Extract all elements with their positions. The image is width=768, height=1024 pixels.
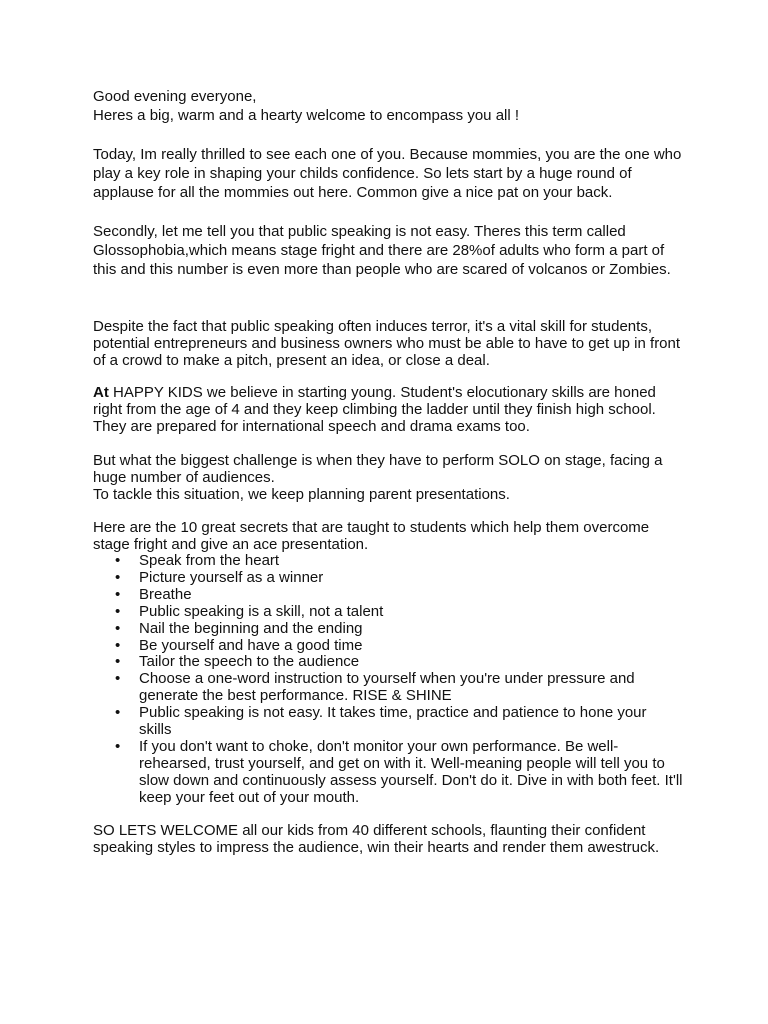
list-item: • Public speaking is not easy. It takes time, practice and patience to hone your skills	[115, 704, 647, 739]
closing-paragraph: SO LETS WELCOME all our kids from 40 different schools, flaunting their confident speaking styles to impress the audience, win their hearts and render them awestruck.	[93, 822, 660, 856]
solo-challenge-line: But what the biggest challenge is when they have to perform SOLO on stage, facing a huge number of audiences.	[93, 452, 663, 486]
list-item: • Nail the beginning and the ending	[115, 619, 363, 637]
bullet-icon: •	[115, 636, 121, 654]
bullet-icon: •	[115, 670, 121, 688]
list-item: • Tailor the speech to the audience	[115, 653, 360, 671]
list-item: • Picture yourself as a winner	[115, 568, 324, 586]
at-lead-text: At	[93, 384, 109, 401]
solo-challenge-paragraph	[93, 453, 683, 503]
bullet-icon: •	[115, 585, 121, 603]
public-speaking-paragraph: Despite the fact that public speaking often induces terror, it's a vital skill for students, potential entrepreneurs and business owners who must be able to have to get up in front of a crowd to make a pitch, present an idea, or close a deal.	[93, 318, 681, 369]
bullet-icon: •	[115, 552, 121, 569]
list-item: • Breathe	[115, 585, 192, 603]
list-item: • Public speaking is a skill, not a talent	[115, 602, 384, 620]
mommies-paragraph: Today, Im really thrilled to see each one of you. Because mommies, you are the one who play a key role in shaping your childs confidence. So lets start by a huge round of applause for all the mommies out here. Common give a nice pat on your back.	[93, 146, 682, 201]
happy-kids-paragraph	[93, 385, 683, 435]
parent-presentations-line: To tackle this situation, we keep planning parent presentations.	[93, 485, 510, 503]
greeting-line: Good evening everyone,	[93, 88, 257, 105]
list-item: • Choose a one-word instruction to yourself when you're under pressure and generate the best performance. RISE & SHINE	[115, 670, 635, 705]
bullet-icon: •	[115, 568, 121, 586]
welcome-line: Heres a big, warm and a hearty welcome to encompass you all !	[93, 107, 520, 124]
secrets-bullet-list	[93, 553, 683, 807]
list-item: • Be yourself and have a good time	[115, 636, 363, 654]
greeting-paragraph	[93, 87, 683, 125]
list-item: • Speak from the heart	[115, 552, 280, 569]
bullet-icon: •	[115, 619, 121, 637]
secrets-intro-paragraph: Here are the 10 great secrets that are taught to students which help them overcome stage fright and give an ace presentation.	[93, 519, 650, 553]
bullet-icon: •	[115, 602, 121, 620]
list-item: • If you don't want to choke, don't monitor your own performance. Be well-rehearsed, trust yourself, and get on with it. Well-meaning people will tell you to slow down and continuously assess yourself. Don't do it. Dive in with both feet. It'll keep your feet out of your mouth.	[115, 737, 683, 806]
bullet-icon: •	[115, 653, 121, 671]
glossophobia-paragraph: Secondly, let me tell you that public speaking is not easy. Theres this term called Glossophobia,which means stage fright and there are 28%of adults who form a part of this and this number is even more than people who are scared of volcanos or Zombies.	[93, 223, 671, 278]
bullet-icon: •	[115, 737, 121, 755]
bullet-icon: •	[115, 704, 121, 722]
happy-kids-text: HAPPY KIDS we believe in starting young. Student's elocutionary skills are honed right from the age of 4 and they keep climbing the ladder until they finish high school. They are prepared for international speech and drama exams too.	[93, 384, 656, 435]
